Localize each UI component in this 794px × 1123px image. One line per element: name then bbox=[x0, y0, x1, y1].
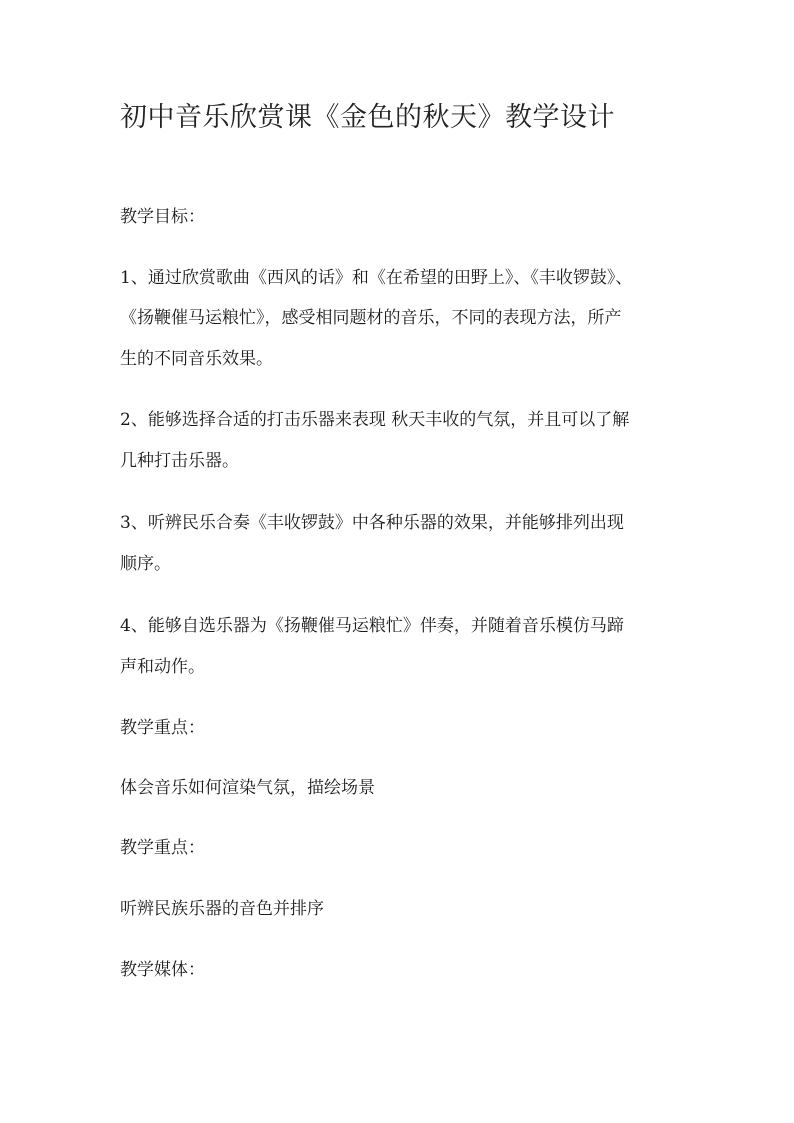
objective-3-line-1: 3、听辨民乐合奏《丰收锣鼓》中各种乐器的效果，并能够排列出现 bbox=[120, 513, 624, 533]
objective-4-line-2: 声和动作。 bbox=[120, 657, 205, 677]
objective-1-line-1: 1、通过欣赏歌曲《西风的话》和《在希望的田野上》、《丰收锣鼓》、 bbox=[120, 268, 633, 288]
objective-2-line-1: 2、能够选择合适的打击乐器来表现 秋天丰收的气氛，并且可以了解 bbox=[120, 410, 630, 430]
objective-2-line-2: 几种打击乐器。 bbox=[120, 451, 239, 471]
objective-1-line-3: 生的不同音乐效果。 bbox=[120, 349, 273, 369]
section-heading-objectives: 教学目标： bbox=[120, 207, 205, 227]
document-title: 初中音乐欣赏课《金色的秋天》教学设计 bbox=[120, 102, 615, 133]
key-points-2-text: 听辨民族乐器的音色并排序 bbox=[120, 899, 324, 919]
section-heading-key-points: 教学重点： bbox=[120, 718, 205, 738]
key-points-text: 体会音乐如何渲染气氛，描绘场景 bbox=[120, 778, 375, 798]
objective-4-line-1: 4、能够自选乐器为《扬鞭催马运粮忙》伴奏，并随着音乐模仿马蹄 bbox=[120, 616, 624, 636]
section-heading-media: 教学媒体： bbox=[120, 960, 205, 980]
objective-3-line-2: 顺序。 bbox=[120, 554, 171, 574]
section-heading-key-points-2: 教学重点： bbox=[120, 838, 205, 858]
objective-1-line-2: 《扬鞭催马运粮忙》，感受相同题材的音乐，不同的表现方法，所产 bbox=[120, 308, 622, 328]
